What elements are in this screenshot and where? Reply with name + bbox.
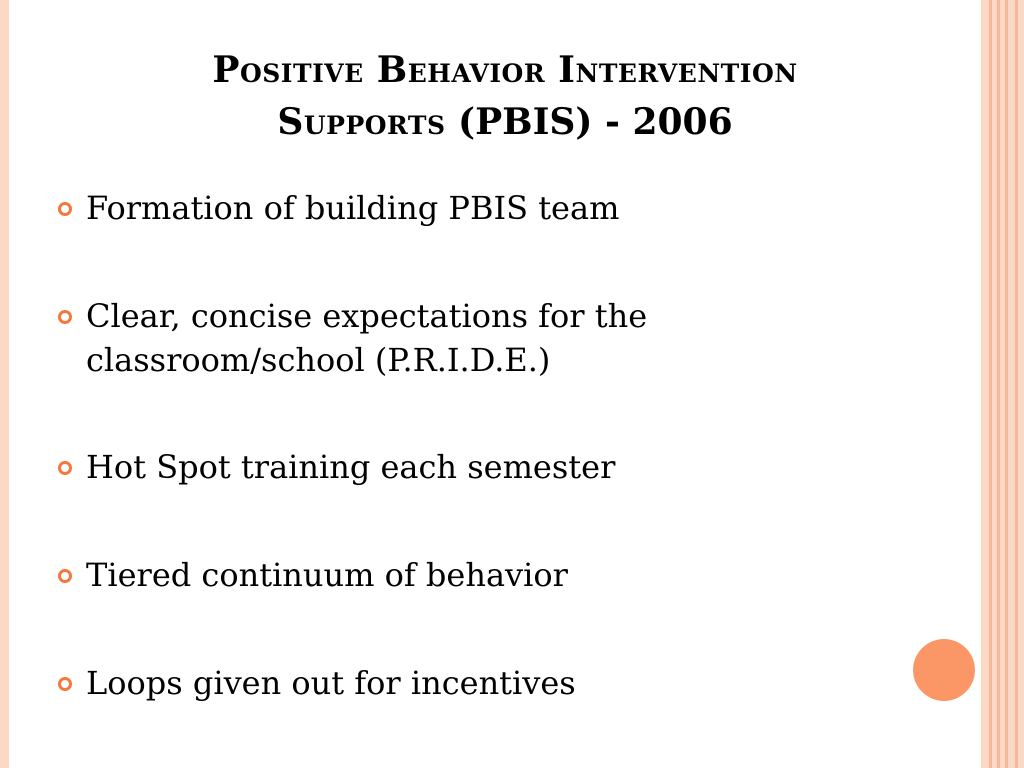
bullet-text: Loops given out for incentives xyxy=(86,664,576,702)
title-line-2-tail: (PBIS) - 2006 xyxy=(445,101,733,143)
slide-title xyxy=(60,44,950,148)
right-border-stripe xyxy=(997,0,1000,768)
bullet-item xyxy=(56,661,916,705)
bullet-item xyxy=(56,294,916,382)
bullet-item xyxy=(56,553,916,597)
title-line-2 xyxy=(60,96,950,148)
open-circle-bullet-icon xyxy=(57,309,73,325)
right-border-stripe xyxy=(1005,0,1008,768)
open-circle-bullet-icon xyxy=(57,201,73,217)
open-circle-bullet-icon xyxy=(57,568,73,584)
bullet-list xyxy=(56,186,916,705)
bullet-item xyxy=(56,445,916,489)
left-border-decoration xyxy=(0,0,9,768)
bullet-text: Clear, concise expectations for the classroom/school (P.R.I.D.E.) xyxy=(86,297,648,379)
title-line-2-main: Supports xyxy=(277,101,446,143)
title-line-1: Positive Behavior Intervention xyxy=(212,49,798,91)
bullet-text: Hot Spot training each semester xyxy=(86,448,616,486)
bullet-text: Tiered continuum of behavior xyxy=(86,556,568,594)
right-border-decoration xyxy=(981,0,1024,768)
decorative-orange-circle xyxy=(913,639,975,701)
open-circle-bullet-icon xyxy=(57,676,73,692)
bullet-text: Formation of building PBIS team xyxy=(86,189,620,227)
right-border-stripe xyxy=(989,0,992,768)
open-circle-bullet-icon xyxy=(57,460,73,476)
right-border-stripe xyxy=(1015,0,1018,768)
bullet-item xyxy=(56,186,916,230)
